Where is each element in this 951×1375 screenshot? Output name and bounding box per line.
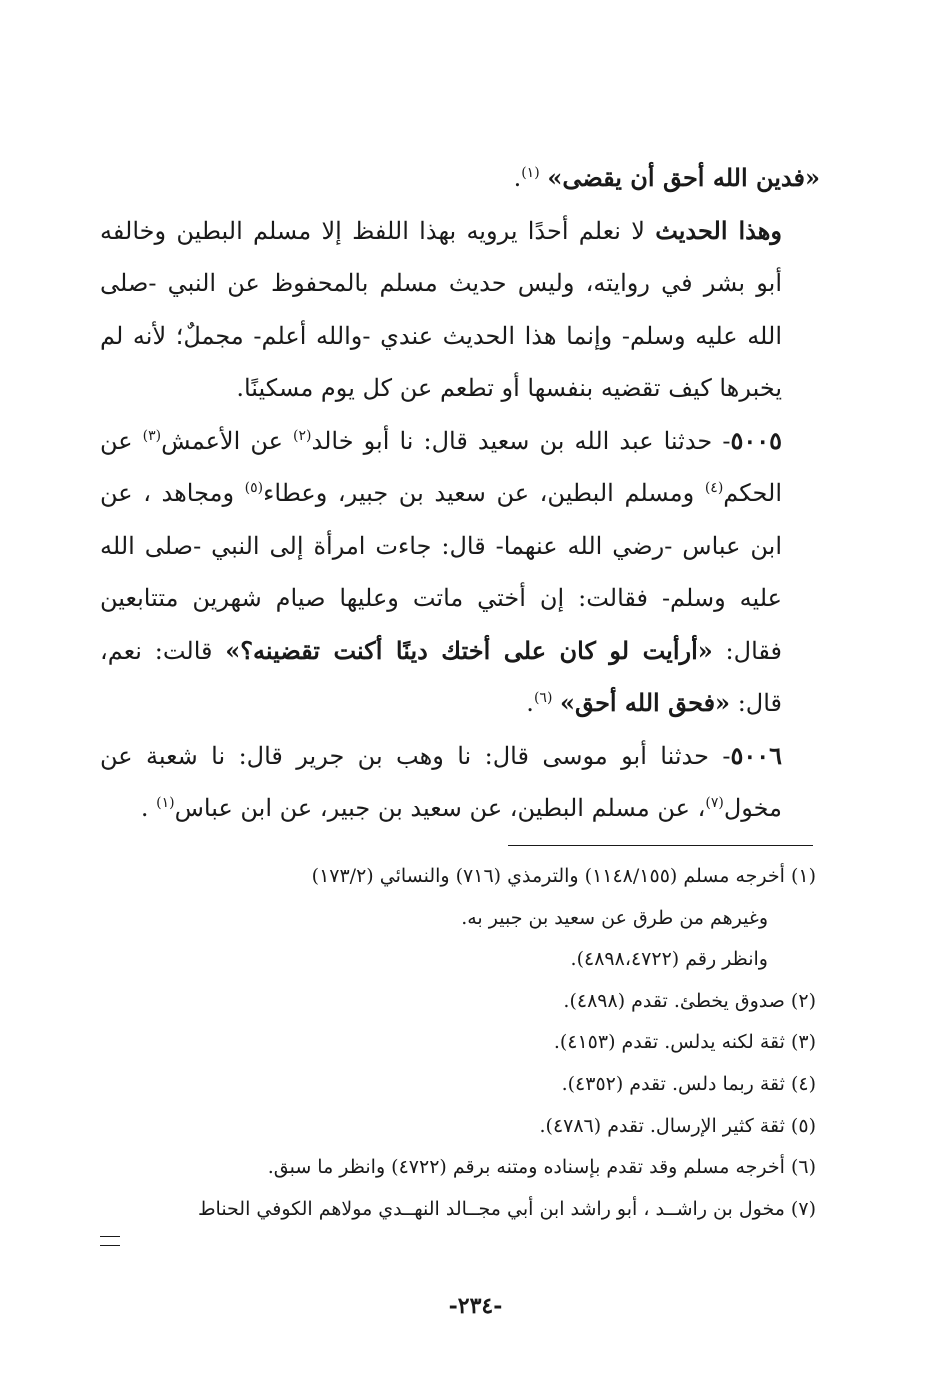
hadith-quote: «فدين الله أحق أن يقضى» xyxy=(547,163,820,192)
footnote-ref: (١) xyxy=(521,165,540,181)
footnote-3: (٣) ثقة لكنه يدلس. تقدم (٤١٥٣). xyxy=(553,1031,816,1054)
hadith-text: عن الحكم xyxy=(100,426,782,507)
page-number: -٢٣٤- xyxy=(448,1293,503,1319)
paragraph-1 xyxy=(100,152,820,205)
footnote-ref: (٢) xyxy=(293,427,312,444)
paragraph-lead: وهذا الحديث xyxy=(655,215,783,245)
hadith-text: عن الأعمش xyxy=(161,426,294,455)
hadith-text: - حدثنا أبو موسى قال: نا وهب بن جرير قال: نا شعبة عن مخول xyxy=(100,741,782,822)
footnote-divider xyxy=(508,845,813,846)
paragraph-text: لا نعلم أحدًا يرويه بهذا اللفظ إلا مسلم البطين وخالفه أبو بشر في روايته، وليس حديث مسلم بالمحفوظ عن النبي -صلى الله عليه وسلم- وإنما هذا الحديث عندي -والله أعلم- مجملٌ؛ لأنه لم يخبرها كيف تقضيه بنفسها أو تطعم عن كل يوم مسكينًا. xyxy=(100,216,782,402)
sentence-end: . xyxy=(513,164,522,192)
footnote-ref: (٤) xyxy=(704,480,724,496)
hadith-text: قالت: نعم، قال: xyxy=(100,636,782,717)
hadith-text: ، عن مسلم البطين، عن سعيد بن جبير، عن ابن عباس xyxy=(174,794,706,822)
main-text xyxy=(100,152,820,835)
footnote-4: (٤) ثقة ربما دلس. تقدم (٤٣٥٢). xyxy=(561,1072,816,1095)
footnote-ref: (٦) xyxy=(533,690,553,706)
footnote-ref: (٥) xyxy=(244,480,264,496)
hadith-text: ومسلم البطين، عن سعيد بن جبير، وعطاء xyxy=(263,479,705,507)
footnote-ref: (١) xyxy=(156,795,175,811)
hadith-quote: «أرأيت لو كان على أختك دينًا أكنت تقضينه؟» xyxy=(225,635,713,665)
footnotes xyxy=(100,856,816,1230)
hadith-5006 xyxy=(100,730,820,835)
footnote-1-continued: وانظر رقم (٤٨٩٨،٤٧٢٢). xyxy=(570,948,768,971)
footnote-7: (٧) مخول بن راشــد ، أبو راشد ابن أبي مجــالد النهــدي مولاهم الكوفي الحناط xyxy=(197,1197,816,1220)
hadith-quote: «فحق الله أحق» xyxy=(560,688,731,717)
footnote-ref: (٧) xyxy=(705,795,724,811)
footnote-ref: (٣) xyxy=(142,427,162,444)
sentence-end: . xyxy=(526,689,534,717)
hadith-5005 xyxy=(100,415,820,730)
hadith-text: - حدثنا عبد الله بن سعيد قال: نا أبو خالد xyxy=(311,426,731,455)
footnote-2: (٢) صدوق يخطئ. تقدم (٤٨٩٨). xyxy=(563,989,816,1012)
hadith-number: ٥٠٠٦ xyxy=(730,740,782,770)
paragraph-2 xyxy=(100,205,820,415)
sentence-end: . xyxy=(140,794,149,822)
footnote-1: (١) أخرجه مسلم (١١٤٨/١٥٥) والترمذي (٧١٦) والنسائي (١٧٣/٢) xyxy=(311,865,816,887)
footnote-5: (٥) ثقة كثير الإرسال. تقدم (٤٧٨٦). xyxy=(539,1114,816,1137)
hadith-number: ٥٠٠٥ xyxy=(730,425,783,455)
footnote-6: (٦) أخرجه مسلم وقد تقدم بإسناده ومتنه برقم (٤٧٢٢) وانظر ما سبق. xyxy=(267,1156,816,1179)
continuation-mark xyxy=(100,1236,120,1246)
footnote-1-continued: وغيرهم من طرق عن سعيد بن جبير به. xyxy=(461,906,768,929)
hadith-text: ومجاهد ، عن ابن عباس -رضي الله عنهما- قال: جاءت امرأة إلى النبي -صلى الله عليه وسلم- فقالت: إن أختي ماتت وعليها صيام شهرين متتابعين فقال: xyxy=(100,479,782,665)
